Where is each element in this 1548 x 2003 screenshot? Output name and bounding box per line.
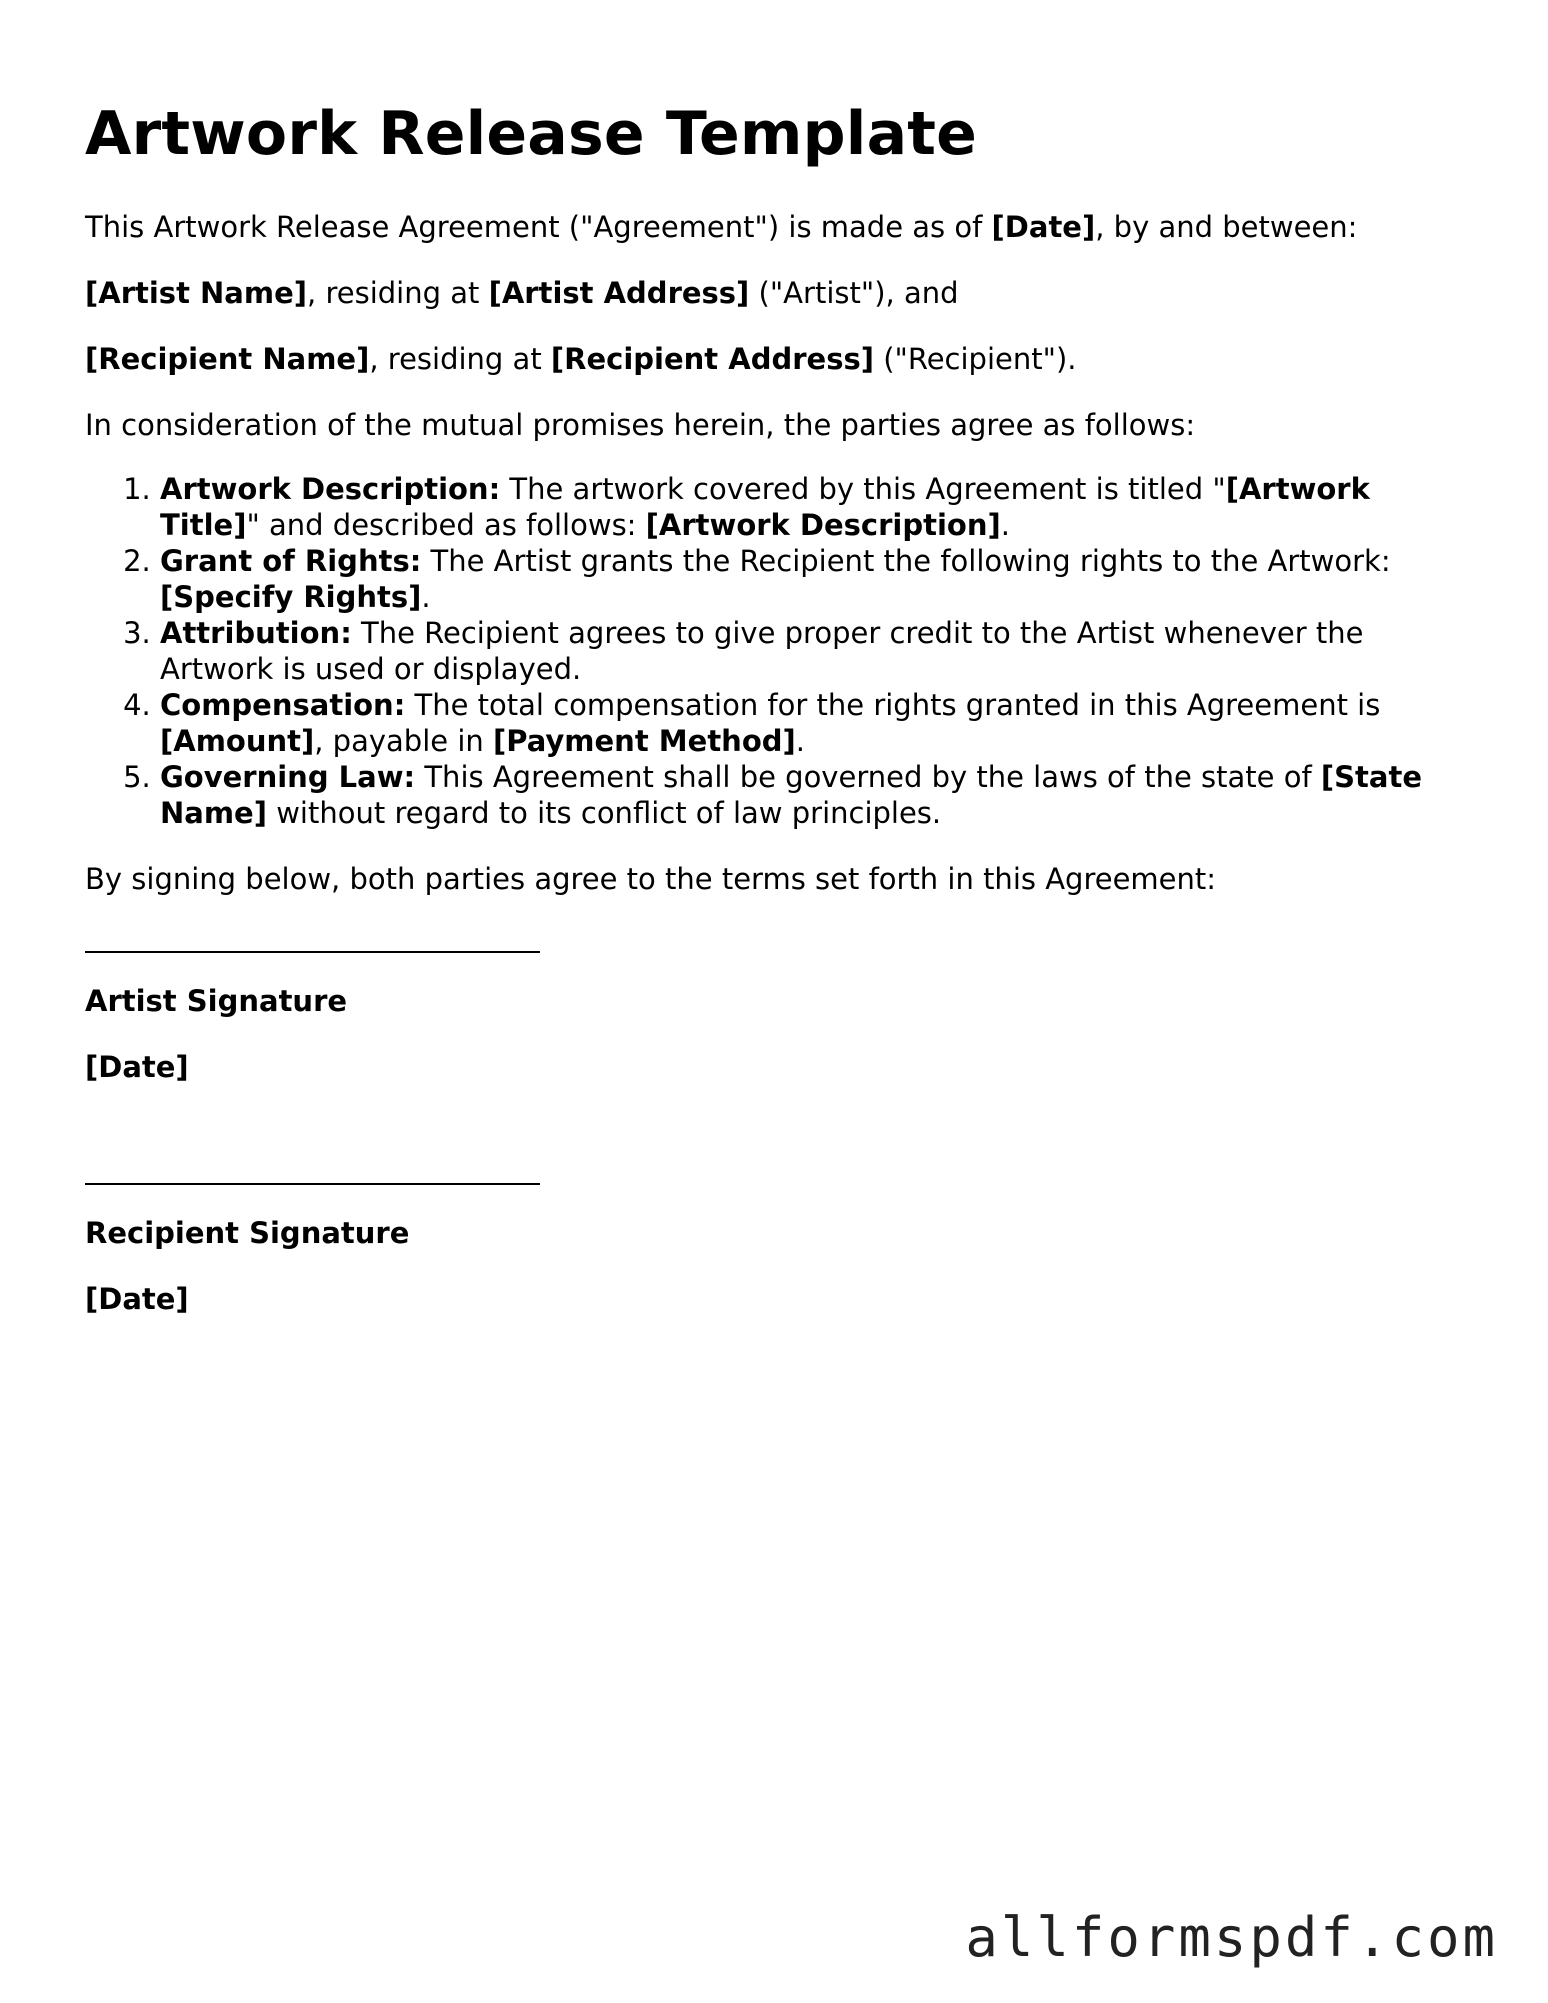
- recipient-suffix: ("Recipient").: [873, 342, 1077, 376]
- term-attribution: [160, 615, 1465, 687]
- term-artwork-description: [160, 471, 1465, 543]
- recipient-signature-line[interactable]: [85, 1159, 540, 1185]
- term-heading: Governing Law:: [160, 760, 416, 794]
- closing-paragraph: By signing below, both parties agree to the terms set forth in this Agreement:: [85, 862, 1217, 896]
- artist-residing-text: , residing at: [307, 276, 489, 310]
- intro-paragraph: [85, 209, 1465, 245]
- document-title: Artwork Release Template: [85, 99, 978, 169]
- recipient-address-placeholder: [Recipient Address]: [550, 342, 874, 376]
- rights-placeholder: [Specify Rights]: [160, 580, 422, 614]
- term-heading: Grant of Rights:: [160, 544, 422, 578]
- term-heading: Artwork Description:: [160, 472, 501, 506]
- recipient-residing-text: , residing at: [369, 342, 551, 376]
- payment-method-placeholder: [Payment Method]: [492, 724, 796, 758]
- term-text: The total compensation for the rights granted in this Agreement is: [405, 688, 1381, 722]
- intro-date-placeholder: [Date]: [991, 210, 1096, 244]
- term-heading: Attribution:: [160, 616, 352, 650]
- term-text: .: [421, 580, 431, 614]
- term-text: , payable in: [314, 724, 493, 758]
- term-text: .: [1000, 508, 1010, 542]
- artist-signature-label: Artist Signature: [85, 984, 348, 1018]
- artist-name-placeholder: [Artist Name]: [85, 276, 308, 310]
- intro-text: This Artwork Release Agreement ("Agreement") is made as of: [85, 210, 992, 244]
- terms-list: [85, 471, 1465, 831]
- term-text: " and described as follows:: [246, 508, 646, 542]
- term-grant-of-rights: [160, 543, 1465, 615]
- term-text: This Agreement shall be governed by the laws of the state of: [415, 760, 1321, 794]
- term-governing-law: [160, 759, 1465, 831]
- amount-placeholder: [Amount]: [160, 724, 315, 758]
- consideration-paragraph: In consideration of the mutual promises herein, the parties agree as follows:: [85, 408, 1196, 442]
- state-name-placeholder: [State Name]: [160, 760, 1422, 830]
- term-heading: Compensation:: [160, 688, 406, 722]
- document-page: [85, 100, 1465, 1347]
- recipient-signature-date: [Date]: [85, 1282, 189, 1316]
- term-text: The Artist grants the Recipient the following rights to the Artwork:: [421, 544, 1391, 578]
- artist-address-placeholder: [Artist Address]: [488, 276, 750, 310]
- artist-signature-date: [Date]: [85, 1050, 189, 1084]
- recipient-party-line: [85, 341, 1465, 377]
- intro-suffix: , by and between:: [1095, 210, 1358, 244]
- watermark: allformspdf.com: [965, 1906, 1498, 1969]
- recipient-name-placeholder: [Recipient Name]: [85, 342, 370, 376]
- artist-suffix: ("Artist"), and: [749, 276, 959, 310]
- term-text: The artwork covered by this Agreement is titled ": [500, 472, 1226, 506]
- artist-signature-line[interactable]: [85, 927, 540, 953]
- term-text: The Recipient agrees to give proper credit to the Artist whenever the Artwork is used or displayed.: [160, 616, 1364, 686]
- recipient-signature-label: Recipient Signature: [85, 1216, 410, 1250]
- artwork-title-placeholder: [Artwork Title]: [160, 472, 1370, 542]
- artwork-description-placeholder: [Artwork Description]: [645, 508, 1001, 542]
- term-text: .: [795, 724, 805, 758]
- artist-party-line: [85, 275, 1465, 311]
- term-text: without regard to its conflict of law principles.: [266, 796, 942, 830]
- term-compensation: [160, 687, 1465, 759]
